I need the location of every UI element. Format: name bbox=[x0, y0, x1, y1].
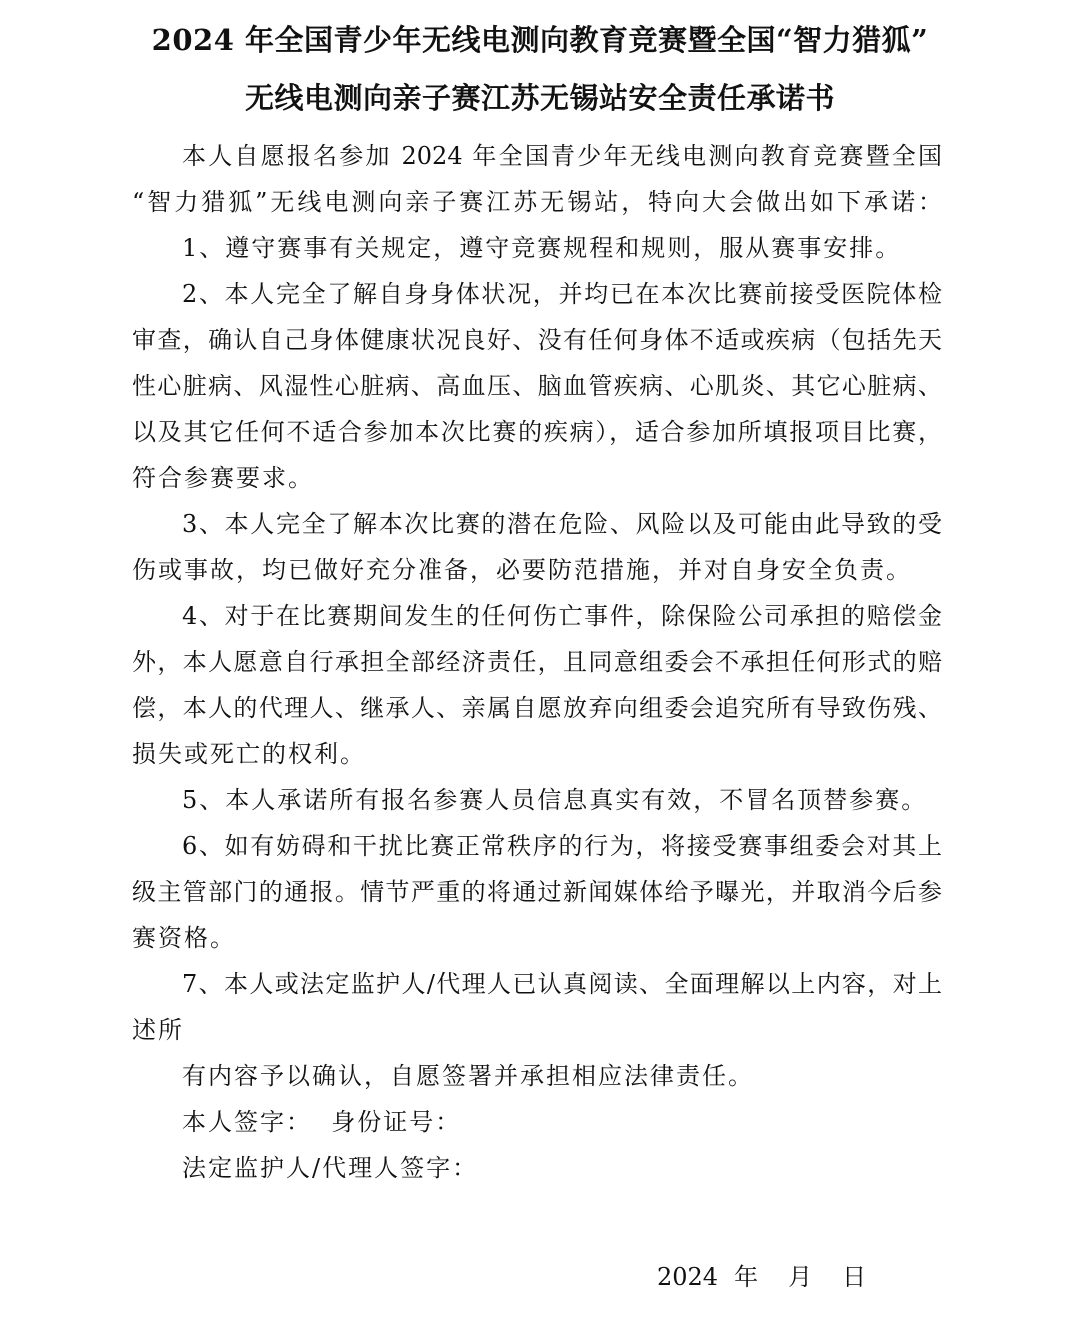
clause-4-line-2: 外，本人愿意自行承担全部经济责任，且同意组委会不承担任何形式的赔 bbox=[132, 648, 942, 676]
clause-3-line-2: 伤或事故，均已做好充分准备，必要防范措施，并对自身安全负责。 bbox=[132, 556, 912, 584]
clause-3-line-1: 3、本人完全了解本次比赛的潜在危险、风险以及可能由此导致的受 bbox=[182, 510, 942, 538]
clause-5: 5、本人承诺所有报名参赛人员信息真实有效，不冒名顶替参赛。 bbox=[182, 786, 928, 814]
date-line bbox=[657, 1262, 866, 1292]
intro-paragraph-line-1: 本人自愿报名参加 2024 年全国青少年无线电测向教育竞赛暨全国 bbox=[182, 142, 942, 170]
clause-7-line-2: 述所 bbox=[132, 1016, 184, 1044]
clause-4-line-1: 4、对于在比赛期间发生的任何伤亡事件，除保险公司承担的赔偿金 bbox=[182, 602, 942, 630]
clause-2-line-1: 2、本人完全了解自身身体状况，并均已在本次比赛前接受医院体检 bbox=[182, 280, 942, 308]
document-title-line-1: 2024 年全国青少年无线电测向教育竞赛暨全国“智力猎狐” bbox=[151, 23, 929, 57]
document-title-line-2: 无线电测向亲子赛江苏无锡站安全责任承诺书 bbox=[244, 81, 835, 115]
clause-2-line-3: 性心脏病、风湿性心脏病、高血压、脑血管疾病、心肌炎、其它心脏病、 bbox=[132, 372, 942, 400]
date-year-unit: 年 bbox=[734, 1263, 759, 1291]
clause-7-line-1: 7、本人或法定监护人/代理人已认真阅读、全面理解以上内容，对上 bbox=[182, 970, 942, 998]
date-day-unit: 日 bbox=[842, 1263, 867, 1291]
date-year: 2024 bbox=[657, 1263, 719, 1291]
clause-2-line-2: 审查，确认自己身体健康状况良好、没有任何身体不适或疾病（包括先天 bbox=[132, 326, 942, 354]
clause-6-line-2: 级主管部门的通报。情节严重的将通过新闻媒体给予曝光，并取消今后参 bbox=[132, 878, 942, 906]
clause-6-line-3: 赛资格。 bbox=[132, 924, 236, 952]
date-month-unit: 月 bbox=[788, 1263, 813, 1291]
clause-6-line-1: 6、如有妨碍和干扰比赛正常秩序的行为，将接受赛事组委会对其上 bbox=[182, 832, 942, 860]
intro-paragraph-line-2: “智力猎狐”无线电测向亲子赛江苏无锡站，特向大会做出如下承诺： bbox=[132, 188, 942, 216]
clause-7-line-3: 有内容予以确认，自愿签署并承担相应法律责任。 bbox=[182, 1062, 754, 1090]
clause-1: 1、遵守赛事有关规定，遵守竞赛规程和规则，服从赛事安排。 bbox=[182, 234, 902, 262]
guardian-signature-label: 法定监护人/代理人签字： bbox=[182, 1154, 479, 1182]
clause-4-line-3: 偿，本人的代理人、继承人、亲属自愿放弃向组委会追究所有导致伤残、 bbox=[132, 694, 942, 722]
clause-2-line-5: 符合参赛要求。 bbox=[132, 464, 314, 492]
clause-2-line-4: 以及其它任何不适合参加本次比赛的疾病），适合参加所填报项目比赛， bbox=[132, 418, 942, 446]
clause-4-line-4: 损失或死亡的权利。 bbox=[132, 740, 366, 768]
self-signature-label: 本人签字： 身份证号： bbox=[182, 1108, 462, 1136]
